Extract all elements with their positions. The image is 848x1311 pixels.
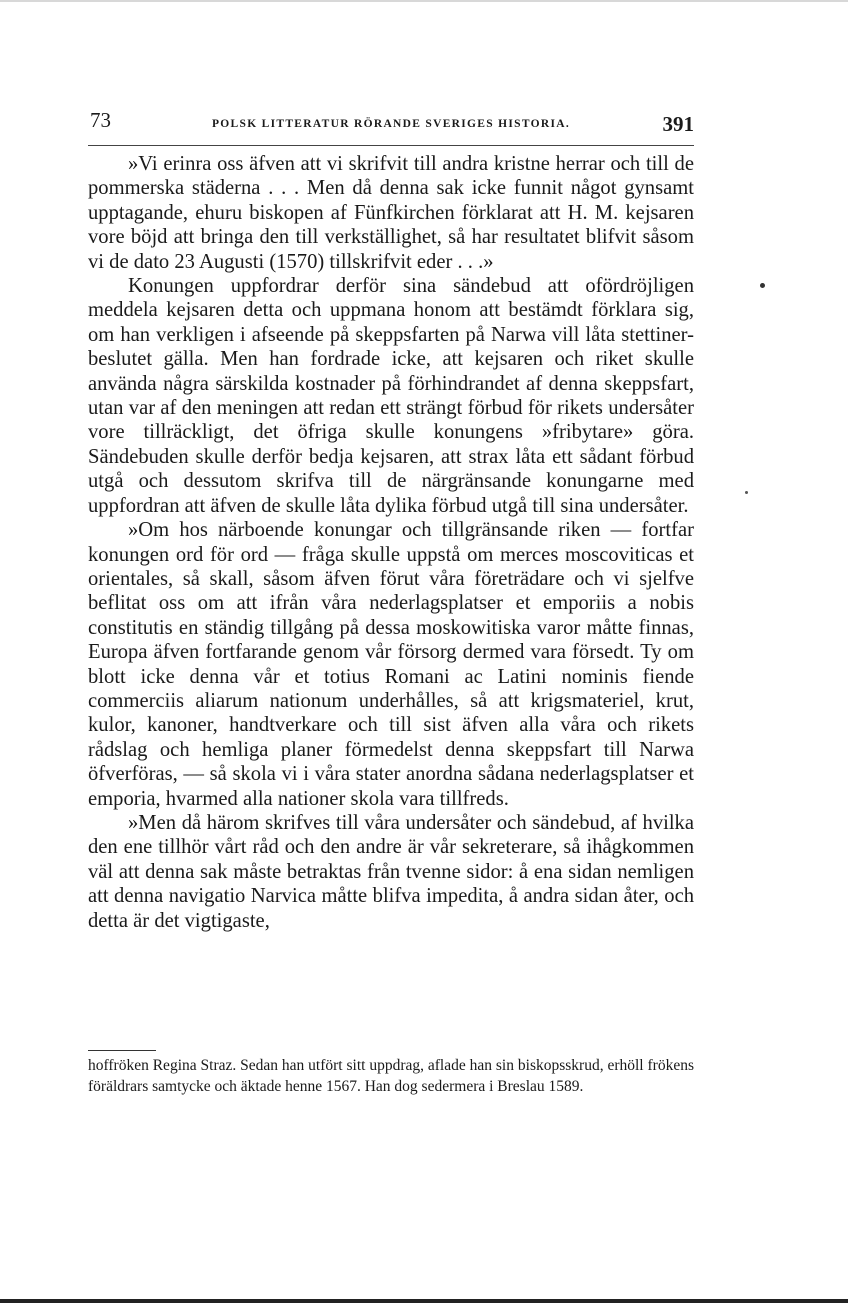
paragraph: Konungen uppfordrar derför sina sändebud att ofördröjligen meddela kejsaren detta och uppmana honom att bestämdt förklara sig, om han verkligen i afseende på skeppsfarten på Narwa vill låta stettiner-beslutet gälla. Men han fordrade icke, att kejsaren och riket skulle använda några särskilda kostnader på förhindrandet af denna skeppsfart, utan var af den meningen att redan ett strängt förbud för rikets undersåter vore tillräckligt, det öfriga skulle konungens »fribytare» göra. Sändebuden skulle derför bedja kejsaren, att strax låta ett sådant förbud utgå och dessutom skrifva till de närgränsande konungarne med uppfordran att äfven de skulle låta dylika förbud utgå till sina undersåter. xyxy=(88,275,694,517)
footnote: hoffröken Regina Straz. Sedan han utfört sitt uppdrag, aflade han sin biskopsskrud, erhöll frökens föräldrars samtycke och äktade henne 1567. Han dog sedermera i Breslau 1589. xyxy=(88,1057,694,1095)
running-title: POLSK LITTERATUR RÖRANDE SVERIGES HISTORIA. xyxy=(211,118,571,130)
margin-mark xyxy=(745,491,748,494)
scan-bottom-edge xyxy=(0,1299,848,1303)
page-header xyxy=(88,100,694,136)
right-page-number: 391 xyxy=(662,112,694,136)
margin-mark xyxy=(760,283,765,288)
paragraph: »Vi erinra oss äfven att vi skrifvit till andra kristne herrar och till de pommerska städerna . . . Men då denna sak icke funnit något gynsamt upptagande, ehuru biskopen af Fünfkirchen förklarat att H. M. kejsaren vore böjd att bringa den till verkställighet, så har resultatet blifvit såsom vi de dato 23 Augusti (1570) tillskrifvit eder . . .» xyxy=(88,153,694,273)
body-text xyxy=(88,152,694,933)
paragraph: »Om hos närboende konungar och tillgränsande riken — fortfar konungen ord för ord — fråga skulle uppstå om merces moscoviticas et orientales, så skall, såsom äfven förut våra företrädare och vi sjelfve beflitat oss om att ifrån våra nederlagsplatser et emporiis a nobis constitutis en ständig tillgång på dessa moskowitiska varor måtte finnas, Europa äfven fortfarande genom vår försorg dermed vara försedt. Ty om blott icke denna vår et totius Romani ac Latini nominis fiende commerciis aliarum nationum underhålles, så att krigsmateriel, krut, kulor, kanoner, handtverkare och till sist äfven alla våra och rikets rådslag och hemliga planer förmedelst denna skeppsfart till Narwa öfverföras, — så skola vi i våra stater anordna sådana nederlagsplatser et emporia, hvarmed alla nationer skola vara tillfreds. xyxy=(88,519,694,810)
paragraph: »Men då härom skrifves till våra undersåter och sändebud, af hvilka den ene tillhör vårt råd och den andre är vår sekreterare, så ihågkommen väl att denna sak måste betraktas från tvenne sidor: å ena sidan nemligen att denna navigatio Narvica måtte blifva impedita, å andra sidan åter, och detta är det vigtigaste, xyxy=(88,811,694,932)
footnote-rule xyxy=(88,1050,156,1051)
header-rule xyxy=(88,145,694,146)
book-page xyxy=(88,100,694,1095)
scan-top-edge xyxy=(0,0,848,2)
left-page-number: 73 xyxy=(90,108,111,132)
